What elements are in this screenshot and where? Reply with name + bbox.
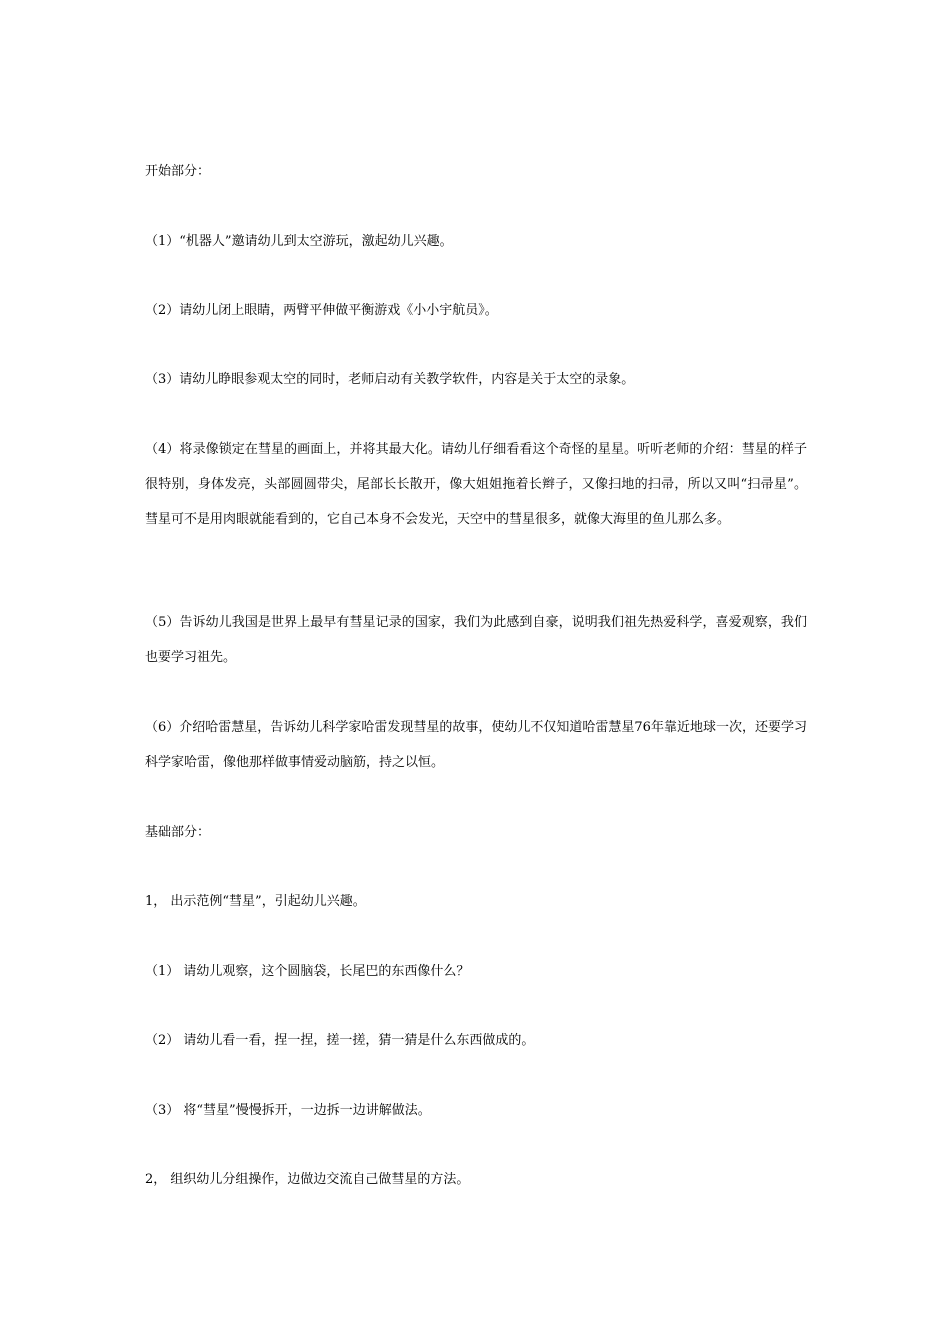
start-section-heading: 开始部分：: [145, 164, 211, 179]
start-item-2: （2）请幼儿闭上眼睛，两臂平伸做平衡游戏《小小宇航员》。: [145, 303, 498, 318]
start-item-6: （6）介绍哈雷慧星，告诉幼儿科学家哈雷发现彗星的故事，使幼儿不仅知道哈雷慧星76年靠近地球一次，还要学习科学家哈雷，像他那样做事情爱动脑筋，持之以恒。: [145, 720, 807, 770]
basic-section-heading: 基础部分：: [145, 825, 211, 840]
basic-subitem-3: （3） 将“彗星”慢慢拆开，一边拆一边讲解做法。: [145, 1103, 431, 1118]
basic-item-2: 2， 组织幼儿分组操作，边做边交流自己做彗星的方法。: [145, 1172, 470, 1187]
start-item-5: （5）告诉幼儿我国是世界上最早有彗星记录的国家，我们为此感到自豪，说明我们祖先热爱科学，喜爱观察，我们也要学习祖先。: [145, 615, 807, 665]
start-item-4: （4）将录像锁定在彗星的画面上，并将其最大化。请幼儿仔细看看这个奇怪的星星。听听老师的介绍：彗星的样子很特别，身体发亮，头部圆圆带尖，尾部长长散开，像大姐姐拖着长辫子，又像扫地的扫帚，所以又叫“扫帚星”。彗星可不是用肉眼就能看到的，它自己本身不会发光，天空中的彗星很多，就像大海里的鱼儿那么多。: [145, 442, 807, 527]
basic-item-1: 1， 出示范例“彗星”，引起幼儿兴趣。: [145, 894, 366, 909]
start-item-1: （1）“机器人”邀请幼儿到太空游玩，激起幼儿兴趣。: [145, 234, 453, 249]
basic-subitem-1: （1） 请幼儿观察，这个圆脑袋，长尾巴的东西像什么？: [145, 964, 470, 979]
start-item-3: （3）请幼儿睁眼参观太空的同时，老师启动有关教学软件，内容是关于太空的录象。: [145, 372, 635, 387]
basic-subitem-2: （2） 请幼儿看一看，捏一捏，搓一搓，猜一猜是什么东西做成的。: [145, 1033, 535, 1048]
